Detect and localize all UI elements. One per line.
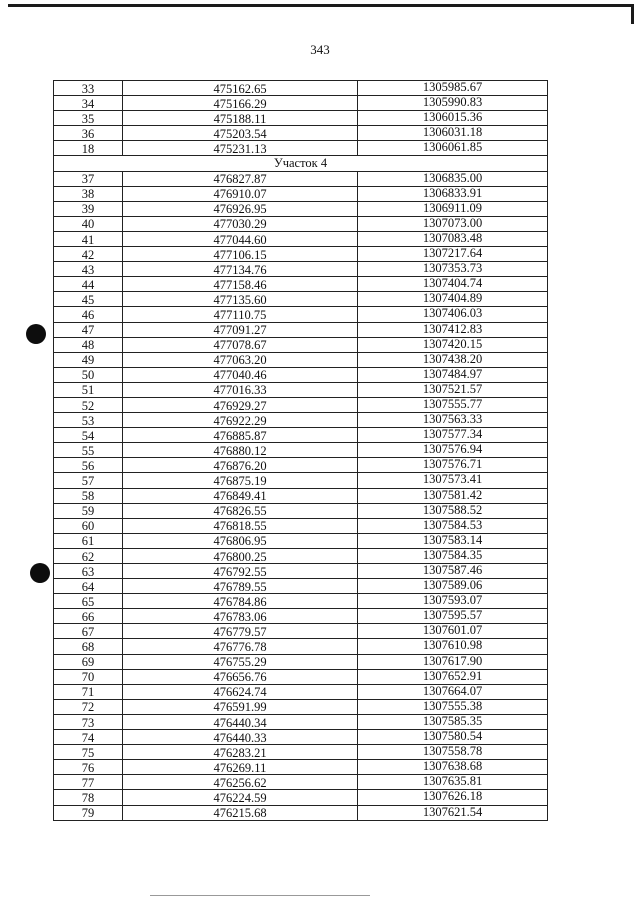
y-coordinate-cell: 1307353.73 — [358, 262, 548, 277]
section-title: Участок 4 — [54, 156, 548, 171]
table-row — [54, 96, 548, 111]
y-coordinate-cell: 1305990.83 — [358, 96, 548, 111]
point-number-cell: 67 — [54, 624, 123, 639]
table-row — [54, 458, 548, 473]
page-border-top — [8, 4, 632, 7]
point-number-cell: 48 — [54, 337, 123, 352]
table-row — [54, 548, 548, 563]
y-coordinate-cell: 1307438.20 — [358, 352, 548, 367]
x-coordinate-cell: 476776.78 — [123, 639, 358, 654]
table-row — [54, 322, 548, 337]
x-coordinate-cell: 476910.07 — [123, 186, 358, 201]
table-row — [54, 186, 548, 201]
x-coordinate-cell: 475231.13 — [123, 141, 358, 156]
point-number-cell: 33 — [54, 81, 123, 96]
page-border-right — [631, 4, 634, 24]
point-number-cell: 53 — [54, 413, 123, 428]
table-row — [54, 579, 548, 594]
x-coordinate-cell: 476440.33 — [123, 730, 358, 745]
x-coordinate-cell: 477110.75 — [123, 307, 358, 322]
table-body-before-section — [54, 81, 548, 156]
x-coordinate-cell: 476656.76 — [123, 669, 358, 684]
x-coordinate-cell: 477106.15 — [123, 247, 358, 262]
x-coordinate-cell: 477078.67 — [123, 337, 358, 352]
y-coordinate-cell: 1307558.78 — [358, 745, 548, 760]
point-number-cell: 64 — [54, 579, 123, 594]
point-number-cell: 49 — [54, 352, 123, 367]
point-number-cell: 71 — [54, 684, 123, 699]
y-coordinate-cell: 1307583.14 — [358, 533, 548, 548]
y-coordinate-cell: 1307576.71 — [358, 458, 548, 473]
y-coordinate-cell: 1307588.52 — [358, 503, 548, 518]
point-number-cell: 44 — [54, 277, 123, 292]
y-coordinate-cell: 1307577.34 — [358, 428, 548, 443]
table-row — [54, 81, 548, 96]
y-coordinate-cell: 1307521.57 — [358, 382, 548, 397]
point-number-cell: 18 — [54, 141, 123, 156]
point-number-cell: 45 — [54, 292, 123, 307]
point-number-cell: 34 — [54, 96, 123, 111]
y-coordinate-cell: 1306015.36 — [358, 111, 548, 126]
y-coordinate-cell: 1307585.35 — [358, 714, 548, 729]
table-row — [54, 594, 548, 609]
section-header-row — [54, 156, 548, 171]
y-coordinate-cell: 1306833.91 — [358, 186, 548, 201]
point-number-cell: 50 — [54, 367, 123, 382]
x-coordinate-cell: 476283.21 — [123, 745, 358, 760]
y-coordinate-cell: 1307412.83 — [358, 322, 548, 337]
x-coordinate-cell: 475203.54 — [123, 126, 358, 141]
table-row — [54, 141, 548, 156]
table-row — [54, 564, 548, 579]
y-coordinate-cell: 1307593.07 — [358, 594, 548, 609]
point-number-cell: 79 — [54, 805, 123, 820]
point-number-cell: 69 — [54, 654, 123, 669]
x-coordinate-cell: 476800.25 — [123, 548, 358, 563]
y-coordinate-cell: 1307621.54 — [358, 805, 548, 820]
x-coordinate-cell: 476827.87 — [123, 171, 358, 186]
x-coordinate-cell: 476792.55 — [123, 564, 358, 579]
table-row — [54, 745, 548, 760]
table-row — [54, 790, 548, 805]
y-coordinate-cell: 1307595.57 — [358, 609, 548, 624]
table-row — [54, 307, 548, 322]
table-row — [54, 639, 548, 654]
point-number-cell: 54 — [54, 428, 123, 443]
page-number: 343 — [310, 42, 330, 57]
point-number-cell: 63 — [54, 564, 123, 579]
x-coordinate-cell: 477063.20 — [123, 352, 358, 367]
x-coordinate-cell: 476215.68 — [123, 805, 358, 820]
x-coordinate-cell: 476876.20 — [123, 458, 358, 473]
y-coordinate-cell: 1307406.03 — [358, 307, 548, 322]
y-coordinate-cell: 1307404.89 — [358, 292, 548, 307]
x-coordinate-cell: 477044.60 — [123, 231, 358, 246]
table-row — [54, 624, 548, 639]
x-coordinate-cell: 476256.62 — [123, 775, 358, 790]
point-number-cell: 65 — [54, 594, 123, 609]
table-row — [54, 775, 548, 790]
y-coordinate-cell: 1307589.06 — [358, 579, 548, 594]
table-row — [54, 428, 548, 443]
section-header-group — [54, 156, 548, 171]
point-number-cell: 41 — [54, 231, 123, 246]
scan-edge-line — [150, 895, 370, 896]
table-row — [54, 382, 548, 397]
x-coordinate-cell: 477135.60 — [123, 292, 358, 307]
y-coordinate-cell: 1307601.07 — [358, 624, 548, 639]
point-number-cell: 57 — [54, 473, 123, 488]
punch-hole — [30, 563, 50, 583]
point-number-cell: 43 — [54, 262, 123, 277]
point-number-cell: 74 — [54, 730, 123, 745]
point-number-cell: 62 — [54, 548, 123, 563]
point-number-cell: 39 — [54, 201, 123, 216]
table-row — [54, 654, 548, 669]
y-coordinate-cell: 1307073.00 — [358, 216, 548, 231]
y-coordinate-cell: 1307555.38 — [358, 699, 548, 714]
y-coordinate-cell: 1306061.85 — [358, 141, 548, 156]
point-number-cell: 66 — [54, 609, 123, 624]
point-number-cell: 68 — [54, 639, 123, 654]
table-row — [54, 277, 548, 292]
table-row — [54, 262, 548, 277]
point-number-cell: 56 — [54, 458, 123, 473]
x-coordinate-cell: 476784.86 — [123, 594, 358, 609]
point-number-cell: 76 — [54, 760, 123, 775]
y-coordinate-cell: 1306911.09 — [358, 201, 548, 216]
punch-hole — [26, 324, 46, 344]
table-row — [54, 111, 548, 126]
table-row — [54, 216, 548, 231]
table-row — [54, 533, 548, 548]
y-coordinate-cell: 1307420.15 — [358, 337, 548, 352]
point-number-cell: 77 — [54, 775, 123, 790]
y-coordinate-cell: 1307580.54 — [358, 730, 548, 745]
table-row — [54, 367, 548, 382]
x-coordinate-cell: 476624.74 — [123, 684, 358, 699]
table-row — [54, 503, 548, 518]
point-number-cell: 35 — [54, 111, 123, 126]
point-number-cell: 40 — [54, 216, 123, 231]
table-row — [54, 126, 548, 141]
table-row — [54, 760, 548, 775]
x-coordinate-cell: 476926.95 — [123, 201, 358, 216]
y-coordinate-cell: 1306835.00 — [358, 171, 548, 186]
point-number-cell: 46 — [54, 307, 123, 322]
point-number-cell: 42 — [54, 247, 123, 262]
x-coordinate-cell: 476224.59 — [123, 790, 358, 805]
x-coordinate-cell: 476880.12 — [123, 443, 358, 458]
table-row — [54, 805, 548, 820]
point-number-cell: 38 — [54, 186, 123, 201]
x-coordinate-cell: 475166.29 — [123, 96, 358, 111]
x-coordinate-cell: 476755.29 — [123, 654, 358, 669]
y-coordinate-cell: 1307652.91 — [358, 669, 548, 684]
x-coordinate-cell: 476885.87 — [123, 428, 358, 443]
point-number-cell: 70 — [54, 669, 123, 684]
x-coordinate-cell: 476875.19 — [123, 473, 358, 488]
y-coordinate-cell: 1307563.33 — [358, 413, 548, 428]
y-coordinate-cell: 1307573.41 — [358, 473, 548, 488]
x-coordinate-cell: 477040.46 — [123, 367, 358, 382]
x-coordinate-cell: 477158.46 — [123, 277, 358, 292]
y-coordinate-cell: 1306031.18 — [358, 126, 548, 141]
table-row — [54, 473, 548, 488]
x-coordinate-cell: 476849.41 — [123, 488, 358, 503]
point-number-cell: 47 — [54, 322, 123, 337]
y-coordinate-cell: 1307404.74 — [358, 277, 548, 292]
point-number-cell: 72 — [54, 699, 123, 714]
table-row — [54, 730, 548, 745]
table-row — [54, 609, 548, 624]
x-coordinate-cell: 476779.57 — [123, 624, 358, 639]
table-row — [54, 352, 548, 367]
point-number-cell: 52 — [54, 397, 123, 412]
table-row — [54, 518, 548, 533]
table-row — [54, 292, 548, 307]
y-coordinate-cell: 1305985.67 — [358, 81, 548, 96]
y-coordinate-cell: 1307610.98 — [358, 639, 548, 654]
x-coordinate-cell: 476789.55 — [123, 579, 358, 594]
point-number-cell: 36 — [54, 126, 123, 141]
x-coordinate-cell: 476591.99 — [123, 699, 358, 714]
point-number-cell: 75 — [54, 745, 123, 760]
coordinates-table — [53, 80, 548, 821]
x-coordinate-cell: 476929.27 — [123, 397, 358, 412]
table-row — [54, 231, 548, 246]
x-coordinate-cell: 477016.33 — [123, 382, 358, 397]
x-coordinate-cell: 475162.65 — [123, 81, 358, 96]
table-row — [54, 201, 548, 216]
y-coordinate-cell: 1307617.90 — [358, 654, 548, 669]
y-coordinate-cell: 1307576.94 — [358, 443, 548, 458]
y-coordinate-cell: 1307217.64 — [358, 247, 548, 262]
point-number-cell: 59 — [54, 503, 123, 518]
y-coordinate-cell: 1307584.35 — [358, 548, 548, 563]
y-coordinate-cell: 1307587.46 — [358, 564, 548, 579]
table-row — [54, 397, 548, 412]
point-number-cell: 78 — [54, 790, 123, 805]
x-coordinate-cell: 477134.76 — [123, 262, 358, 277]
x-coordinate-cell: 476783.06 — [123, 609, 358, 624]
table-row — [54, 699, 548, 714]
x-coordinate-cell: 475188.11 — [123, 111, 358, 126]
table-row — [54, 669, 548, 684]
table-row — [54, 413, 548, 428]
x-coordinate-cell: 477091.27 — [123, 322, 358, 337]
y-coordinate-cell: 1307581.42 — [358, 488, 548, 503]
point-number-cell: 60 — [54, 518, 123, 533]
point-number-cell: 37 — [54, 171, 123, 186]
point-number-cell: 58 — [54, 488, 123, 503]
y-coordinate-cell: 1307638.68 — [358, 760, 548, 775]
y-coordinate-cell: 1307664.07 — [358, 684, 548, 699]
y-coordinate-cell: 1307635.81 — [358, 775, 548, 790]
x-coordinate-cell: 476269.11 — [123, 760, 358, 775]
y-coordinate-cell: 1307584.53 — [358, 518, 548, 533]
table-row — [54, 684, 548, 699]
point-number-cell: 51 — [54, 382, 123, 397]
y-coordinate-cell: 1307555.77 — [358, 397, 548, 412]
table-row — [54, 171, 548, 186]
point-number-cell: 73 — [54, 714, 123, 729]
table-row — [54, 443, 548, 458]
y-coordinate-cell: 1307626.18 — [358, 790, 548, 805]
table-row — [54, 247, 548, 262]
x-coordinate-cell: 476826.55 — [123, 503, 358, 518]
table-row — [54, 488, 548, 503]
y-coordinate-cell: 1307083.48 — [358, 231, 548, 246]
x-coordinate-cell: 476818.55 — [123, 518, 358, 533]
table-row — [54, 337, 548, 352]
table-body-after-section — [54, 171, 548, 820]
x-coordinate-cell: 477030.29 — [123, 216, 358, 231]
table-row — [54, 714, 548, 729]
x-coordinate-cell: 476806.95 — [123, 533, 358, 548]
x-coordinate-cell: 476922.29 — [123, 413, 358, 428]
y-coordinate-cell: 1307484.97 — [358, 367, 548, 382]
x-coordinate-cell: 476440.34 — [123, 714, 358, 729]
point-number-cell: 55 — [54, 443, 123, 458]
point-number-cell: 61 — [54, 533, 123, 548]
